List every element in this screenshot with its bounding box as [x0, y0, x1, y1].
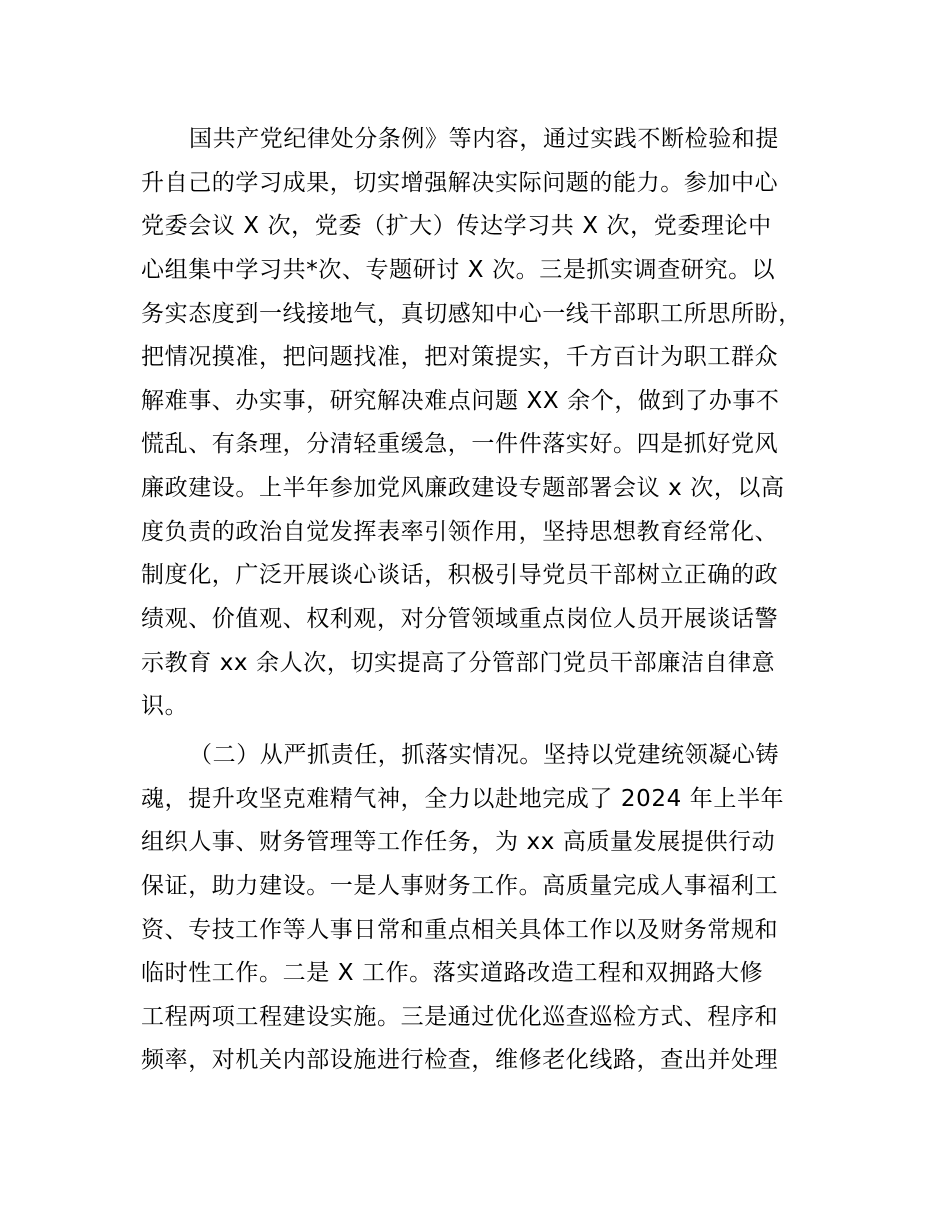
text-line: 升自己的学习成果，切实增强解决实际问题的能力。参加中心: [141, 169, 779, 196]
text-line: 识。: [141, 693, 189, 720]
paragraph-responsibility-implementation: [141, 734, 841, 1083]
text-line: 党委会议 X 次，党委（扩大）传达学习共 X 次，党委理论中: [141, 213, 772, 240]
text-line: 临时性工作。二是 X 工作。落实道路改造工程和双拥路大修: [141, 960, 764, 987]
text-line: 示教育 xx 余人次，切实提高了分管部门党员干部廉洁自律意: [141, 649, 776, 676]
text-line: 把情况摸准，把问题找准，把对策提实，千方百计为职工群众: [141, 344, 779, 371]
text-line: 解难事、办实事，研究解决难点问题 XX 余个，做到了办事不: [141, 387, 780, 414]
text-line: 心组集中学习共*次、专题研讨 X 次。三是抓实调查研究。以: [141, 256, 776, 283]
text-line: 保证，助力建设。一是人事财务工作。高质量完成人事福利工: [141, 872, 779, 899]
text-line: 国共产党纪律处分条例》等内容，通过实践不断检验和提: [189, 126, 779, 152]
paragraph-party-discipline: [141, 118, 841, 729]
text-line: 魂，提升攻坚克难精气神，全力以赴地完成了 2024 年上半年: [141, 785, 785, 812]
text-line: 频率，对机关内部设施进行检查，维修老化线路，查出并处理: [141, 1047, 779, 1074]
text-line: 度负责的政治自觉发挥表率引领作用，坚持思想教育经常化、: [141, 518, 779, 545]
text-line: （二）从严抓责任，抓落实情况。坚持以党建统领凝心铸: [189, 742, 779, 768]
text-line: 工程两项工程建设实施。三是通过优化巡查巡检方式、程序和: [141, 1003, 779, 1030]
text-line: 务实态度到一线接地气，真切感知中心一线干部职工所思所盼，: [141, 300, 802, 327]
text-line: 廉政建设。上半年参加党风廉政建设专题部署会议 x 次，以高: [141, 475, 785, 502]
text-line: 组织人事、财务管理等工作任务，为 xx 高质量发展提供行动: [141, 829, 776, 856]
text-line: 制度化，广泛开展谈心谈话，积极引导党员干部树立正确的政: [141, 562, 779, 589]
text-line: 资、专技工作等人事日常和重点相关具体工作以及财务常规和: [141, 916, 779, 943]
text-line: 慌乱、有条理，分清轻重缓急，一件件落实好。四是抓好党风: [141, 431, 779, 458]
text-line: 绩观、价值观、权利观，对分管领域重点岗位人员开展谈话警: [141, 606, 779, 633]
